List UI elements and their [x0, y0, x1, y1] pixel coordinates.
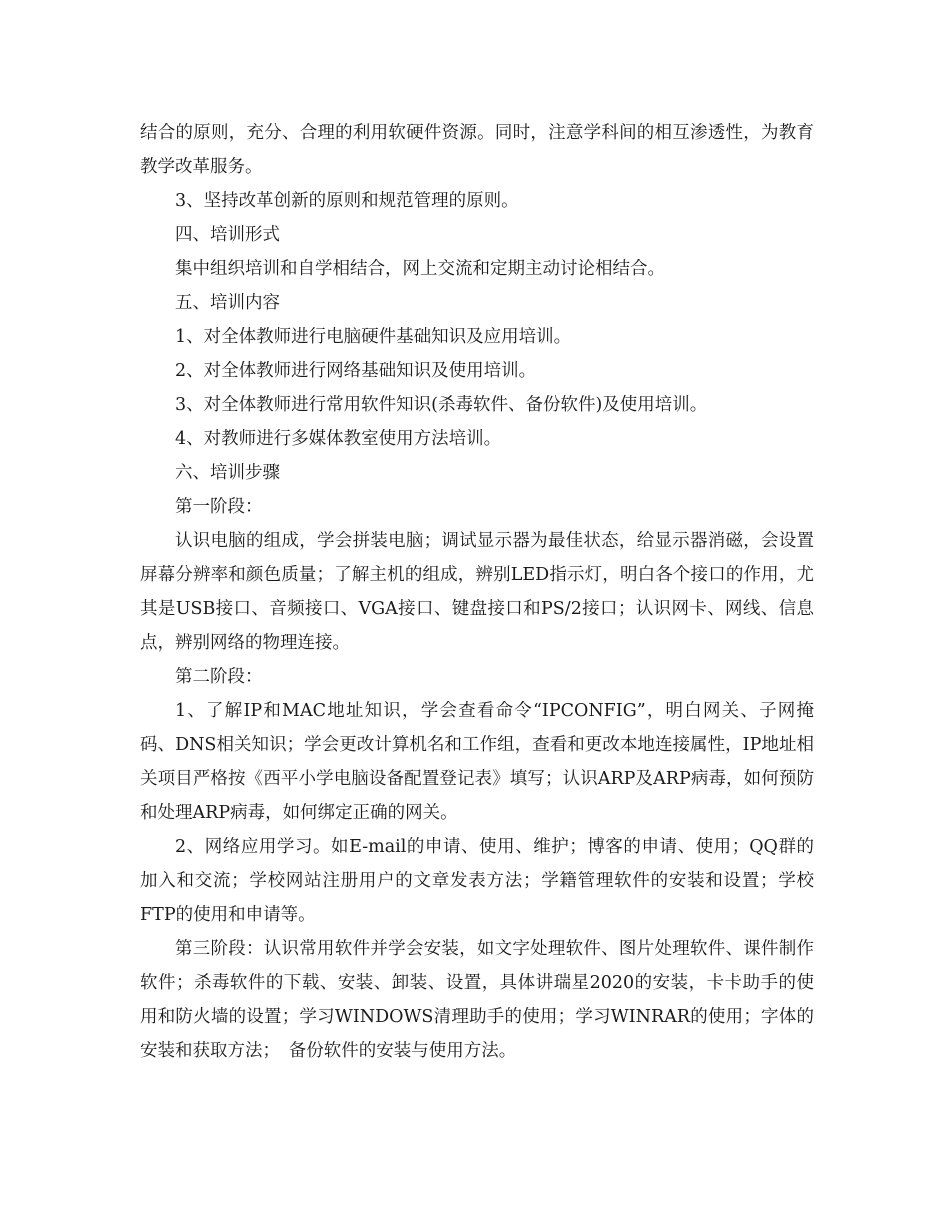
list-item: 2、对全体教师进行网络基础知识及使用培训。	[175, 361, 537, 381]
stage-heading: 第二阶段：	[175, 667, 263, 687]
paragraph: 结合的原则，充分、合理的利用软硬件资源。同时，注意学科间的相互渗透性，为教育教学改革服务。	[140, 123, 814, 177]
document-body	[140, 116, 814, 1068]
section-heading: 四、培训形式	[175, 225, 280, 245]
list-item: 3、对全体教师进行常用软件知识(杀毒软件、备份软件)及使用培训。	[175, 395, 708, 415]
list-item: 4、对教师进行多媒体教室使用方法培训。	[175, 429, 502, 449]
paragraph: 2、网络应用学习。如E-mail的申请、使用、维护；博客的申请、使用；QQ群的加入和交流；学校网站注册用户的文章发表方法；学籍管理软件的安装和设置；学校FTP的使用和申请等。	[140, 837, 814, 925]
section-heading: 六、培训步骤	[175, 463, 280, 483]
paragraph: 集中组织培训和自学相结合，网上交流和定期主动讨论相结合。	[175, 259, 665, 279]
paragraph: 第三阶段：认识常用软件并学会安装，如文字处理软件、图片处理软件、课件制作软件；杀毒软件的下载、安装、卸装、设置，具体讲瑞星2020的安装，卡卡助手的使用和防火墙的设置；学习WINDOWS清理助手的使用；学习WINRAR的使用；字体的安装和获取方法； 备份软件的安装与使用方法。	[140, 939, 814, 1061]
paragraph: 1、了解IP和MAC地址知识，学会查看命令“IPCONFIG”，明白网关、子网掩码、DNS相关知识；学会更改计算机名和工作组，查看和更改本地连接属性，IP地址相关项目严格按《西平小学电脑设备配置登记表》填写；认识ARP及ARP病毒，如何预防和处理ARP病毒，如何绑定正确的网关。	[140, 701, 814, 823]
list-item: 1、对全体教师进行电脑硬件基础知识及应用培训。	[175, 327, 572, 347]
stage-heading: 第一阶段：	[175, 497, 263, 517]
section-heading: 五、培训内容	[175, 293, 280, 313]
paragraph: 认识电脑的组成，学会拼装电脑；调试显示器为最佳状态，给显示器消磁，会设置屏幕分辨率和颜色质量；了解主机的组成，辨别LED指示灯，明白各个接口的作用，尤其是USB接口、音频接口、VGA接口、键盘接口和PS/2接口；认识网卡、网线、信息点，辨别网络的物理连接。	[140, 531, 814, 653]
paragraph: 3、坚持改革创新的原则和规范管理的原则。	[175, 191, 519, 211]
